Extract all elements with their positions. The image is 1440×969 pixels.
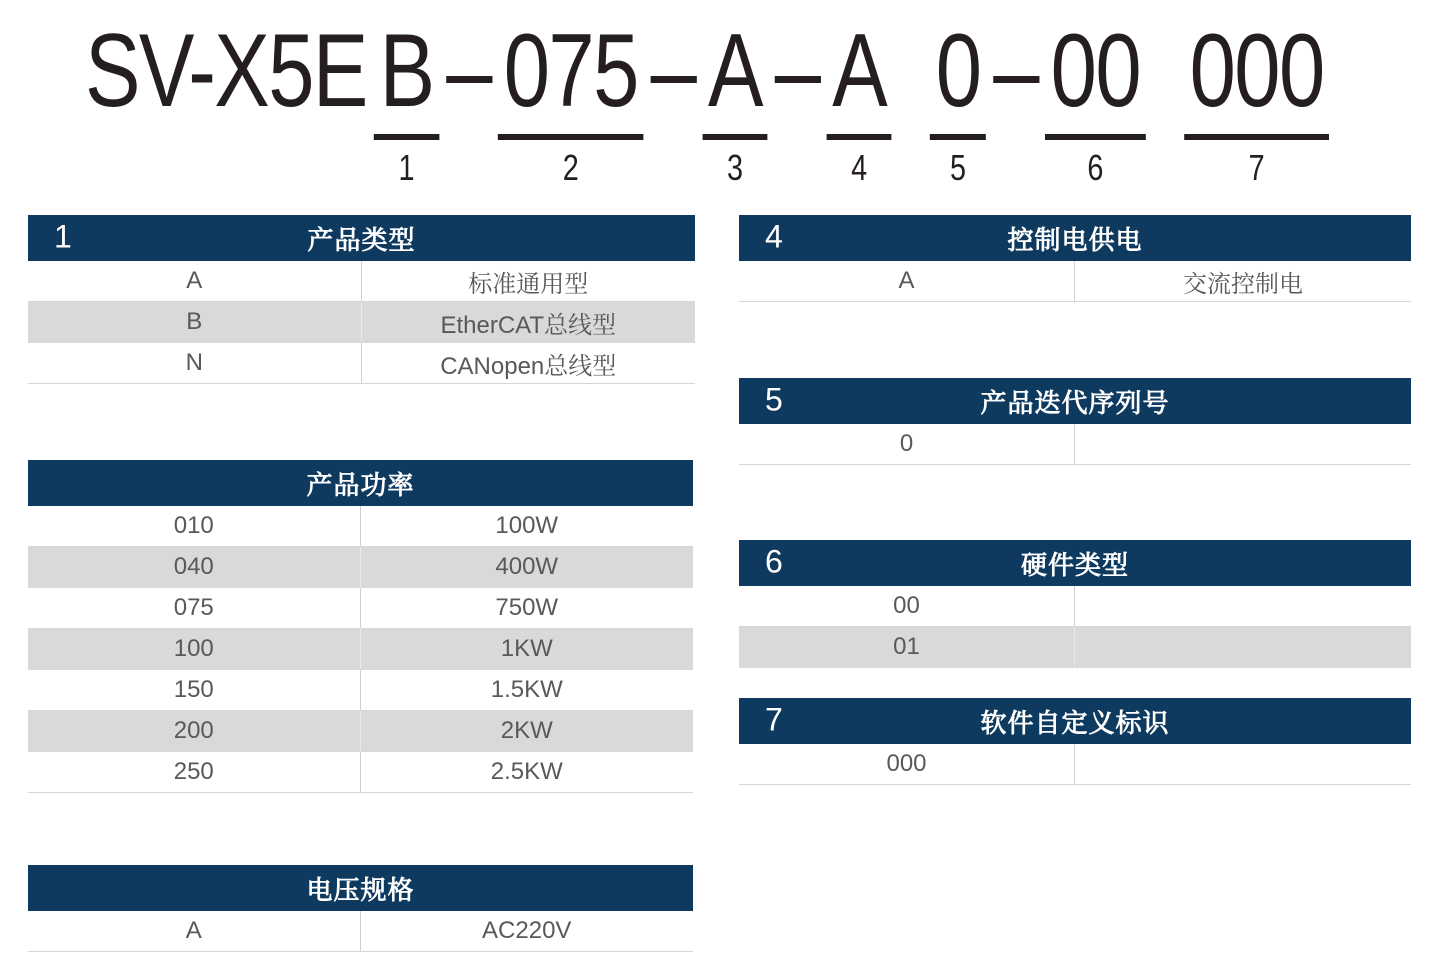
table-cell-description: 标准通用型 — [468, 270, 589, 298]
table-cell-description: 交流控制电 — [1183, 270, 1303, 298]
table-header — [739, 698, 1411, 744]
segment-underline — [702, 134, 767, 140]
table-voltage-spec — [28, 865, 693, 952]
segment-underline — [498, 134, 643, 140]
table-header — [739, 215, 1411, 261]
model-code-segment — [1050, 13, 1141, 188]
table-cell-description: 400W — [495, 553, 559, 580]
table-body — [739, 744, 1411, 785]
model-code — [85, 13, 1324, 188]
table-cell-code: 000 — [739, 744, 1075, 784]
segment-underline — [1184, 134, 1329, 140]
model-code-segment — [935, 13, 981, 188]
segment-number: 2 — [562, 146, 579, 188]
model-code-segment — [708, 13, 762, 188]
table-title: 软件自定义标识 — [980, 707, 1170, 738]
table-hardware-type — [739, 540, 1411, 668]
table-cell-description — [1075, 586, 1411, 626]
table-software-id — [739, 698, 1411, 785]
table-cell-description: 100W — [495, 512, 559, 539]
model-code-text: A — [832, 13, 887, 129]
table-cell-code: N — [28, 343, 362, 383]
segment-underline — [930, 134, 986, 140]
segment-number: 4 — [851, 146, 868, 188]
segment-underline — [1045, 134, 1146, 140]
table-cell-description: CANopen总线型 — [440, 352, 617, 380]
table-cell-description: EtherCAT总线型 — [440, 311, 617, 339]
table-header — [739, 378, 1411, 424]
table-control-power — [739, 215, 1411, 302]
table-title: 产品功率 — [306, 469, 415, 500]
model-code-segment — [85, 13, 367, 129]
table-header — [739, 540, 1411, 586]
table-row — [28, 752, 693, 793]
table-header — [28, 865, 693, 911]
table-row — [28, 911, 693, 952]
table-row — [28, 261, 695, 302]
table-iteration-serial — [739, 378, 1411, 465]
table-number: 7 — [765, 701, 783, 738]
table-row — [739, 424, 1411, 465]
model-code-text: B — [379, 13, 434, 129]
table-row — [28, 711, 693, 752]
table-cell-code: A — [28, 911, 361, 951]
table-cell-description: 1KW — [500, 635, 553, 662]
model-code-text: – — [774, 13, 820, 129]
model-code-segment — [503, 13, 638, 188]
table-cell-description: AC220V — [482, 917, 572, 944]
table-row — [739, 627, 1411, 668]
table-row — [28, 302, 695, 343]
table-title: 硬件类型 — [1020, 549, 1129, 580]
table-cell-code: B — [28, 302, 362, 342]
table-row — [739, 744, 1411, 785]
table-product-power — [28, 460, 693, 793]
table-row — [739, 261, 1411, 302]
table-cell-description — [1075, 627, 1411, 667]
table-cell-description — [1075, 744, 1411, 784]
table-cell-code: 00 — [739, 586, 1075, 626]
segment-number: 5 — [950, 146, 967, 188]
table-cell-code: 040 — [28, 547, 361, 587]
table-body — [28, 911, 693, 952]
table-number: 5 — [765, 381, 783, 418]
table-title: 控制电供电 — [1007, 224, 1143, 255]
table-number: 1 — [54, 218, 72, 255]
model-code-text: 000 — [1189, 13, 1324, 129]
model-code-segment — [832, 13, 887, 188]
model-code-text: – — [650, 13, 696, 129]
model-code-separator — [993, 13, 1038, 129]
model-code-separator — [650, 13, 696, 129]
table-header — [28, 215, 695, 261]
table-number: 4 — [765, 218, 783, 255]
model-code-text: SV-X5E — [85, 13, 367, 129]
segment-underline — [374, 134, 439, 140]
table-cell-code: 150 — [28, 670, 361, 710]
model-code-separator — [446, 13, 491, 129]
table-cell-description: 750W — [495, 594, 559, 621]
table-title: 电压规格 — [306, 874, 415, 905]
table-body — [739, 424, 1411, 465]
table-title: 产品迭代序列号 — [980, 387, 1170, 418]
table-cell-code: 100 — [28, 629, 361, 669]
table-body — [28, 506, 693, 793]
table-cell-description: 1.5KW — [490, 676, 563, 703]
model-code-separator — [774, 13, 820, 129]
segment-number: 6 — [1087, 146, 1104, 188]
table-body — [739, 586, 1411, 668]
table-cell-description — [1075, 424, 1411, 464]
table-cell-code: 075 — [28, 588, 361, 628]
table-header — [28, 460, 693, 506]
table-body — [739, 261, 1411, 302]
model-code-text: A — [708, 13, 762, 129]
table-row — [28, 547, 693, 588]
table-row — [28, 670, 693, 711]
table-row — [28, 629, 693, 670]
model-code-text: – — [993, 13, 1038, 129]
table-row — [28, 588, 693, 629]
table-cell-code: 250 — [28, 752, 361, 792]
model-code-segment — [379, 13, 434, 188]
model-code-text: 075 — [503, 13, 638, 129]
model-code-segment — [1189, 13, 1324, 188]
table-product-type — [28, 215, 695, 384]
table-number: 6 — [765, 543, 783, 580]
table-row — [28, 343, 695, 384]
table-row — [739, 586, 1411, 627]
segment-underline — [827, 134, 892, 140]
table-cell-description: 2.5KW — [490, 758, 563, 785]
segment-number: 3 — [726, 146, 743, 188]
table-cell-code: 200 — [28, 711, 361, 751]
model-code-text: – — [446, 13, 491, 129]
model-code-text: 0 — [935, 13, 981, 129]
table-cell-code: A — [739, 261, 1075, 301]
table-body — [28, 261, 695, 384]
table-title: 产品类型 — [307, 224, 416, 255]
model-code-text: 00 — [1050, 13, 1141, 129]
table-cell-code: 0 — [739, 424, 1075, 464]
table-row — [28, 506, 693, 547]
table-cell-code: 010 — [28, 506, 361, 546]
segment-number: 1 — [398, 146, 415, 188]
table-cell-code: A — [28, 261, 362, 301]
table-cell-code: 01 — [739, 627, 1075, 667]
segment-number: 7 — [1248, 146, 1265, 188]
table-cell-description: 2KW — [500, 717, 553, 744]
